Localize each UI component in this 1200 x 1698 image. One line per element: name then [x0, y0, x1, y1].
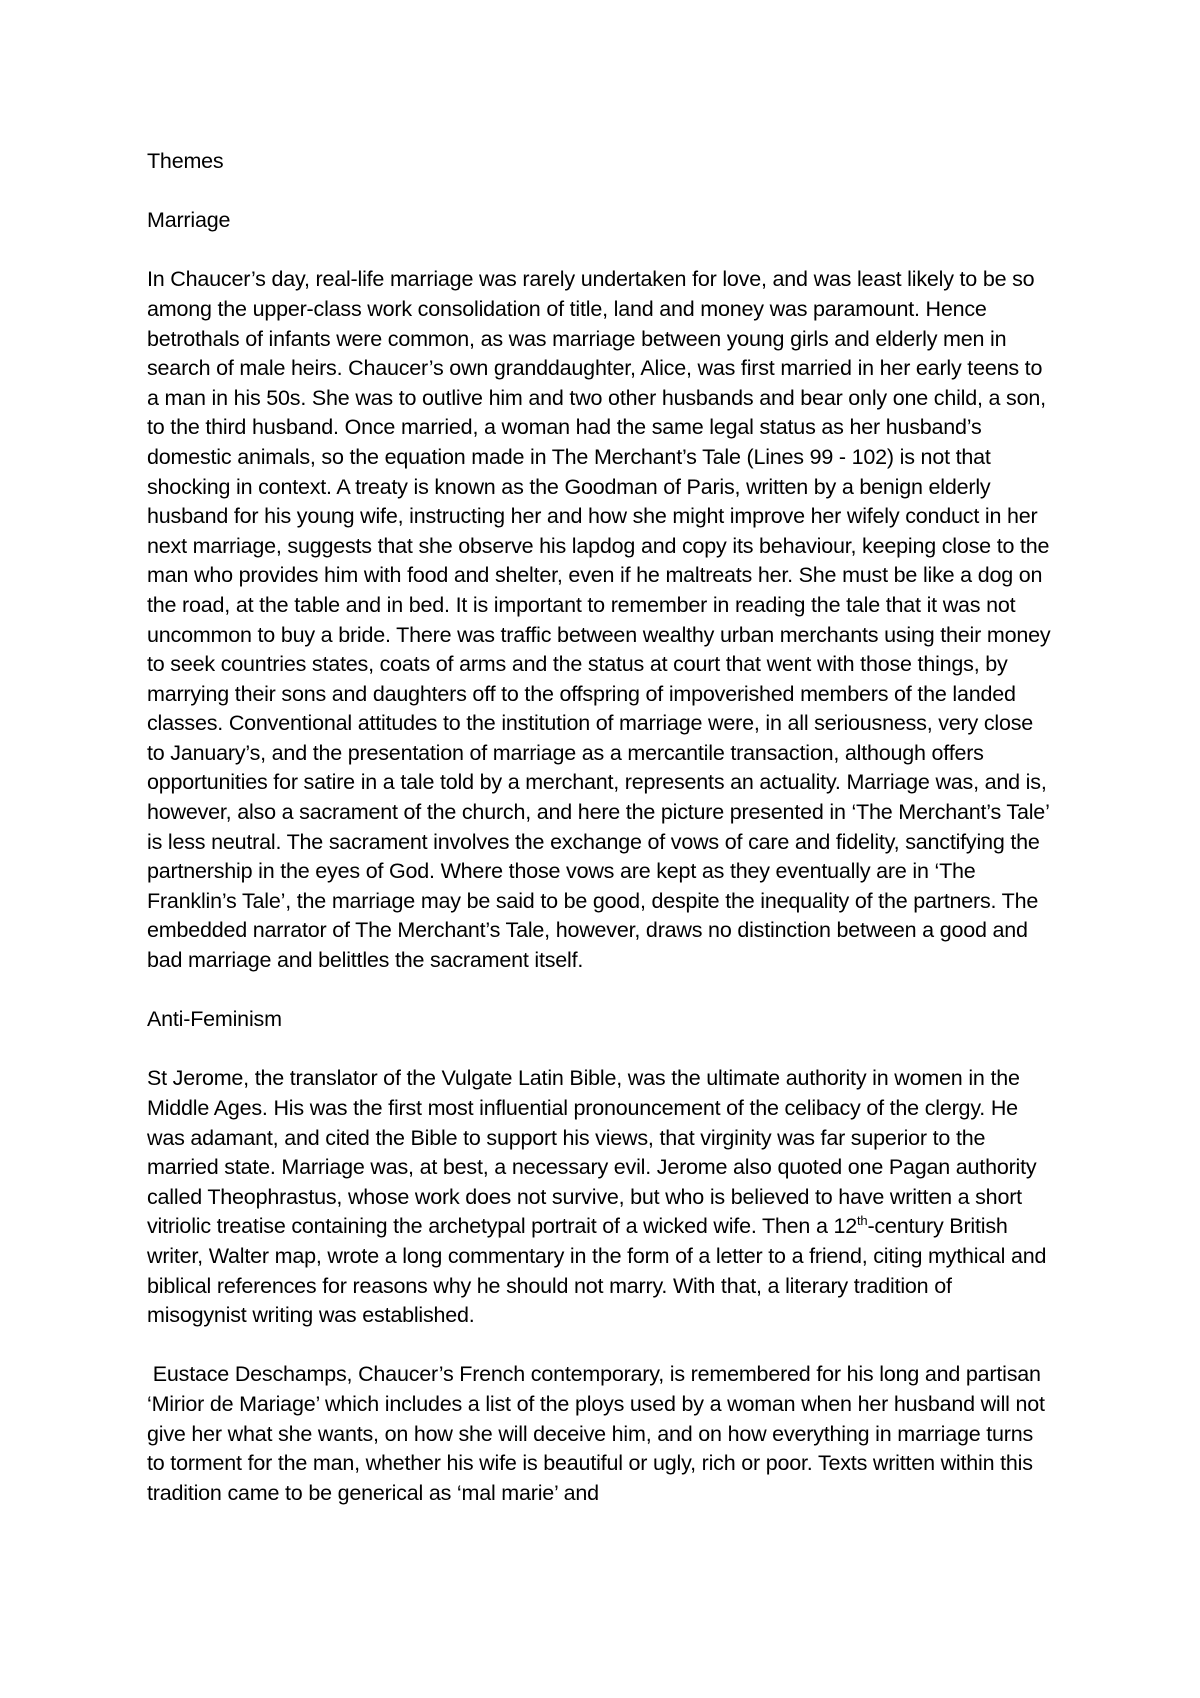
ordinal-superscript: th [857, 1213, 868, 1229]
paragraph-text: -century British writer, Walter map, wrote a long commentary in the form of a letter to a friend, citing mythical and biblical references for reasons why he should not marry. With that, a literary tradition of misogynist writing was established. [147, 1214, 1047, 1328]
anti-feminism-paragraph-2: Eustace Deschamps, Chaucer’s French contemporary, is remembered for his long and partisan ‘Mirior de Mariage’ which includes a list of the ploys used by a woman when her husband will not give her what she wants, on how she will deceive him, and on how everything in marriage turns to torment for the man, whether his wife is beautiful or ugly, rich or poor. Texts written within this tradition came to be generical as ‘mal marie’ and [147, 1362, 1051, 1505]
marriage-paragraph: In Chaucer’s day, real-life marriage was rarely undertaken for love, and was least likely to be so among the upper-class work consolidation of title, land and money was paramount. Hence betrothals of infants were common, as was marriage between young girls and elderly men in search of male heirs. Chaucer’s own granddaughter, Alice, was first married in her early teens to a man in his 50s. She was to outlive him and two other husbands and bear only one child, a son, to the third husband. Once married, a woman had the same legal status as her husband’s domestic animals, so the equation made in The Merchant’s Tale (Lines 99 - 102) is not that shocking in context. A treaty is known as the Goodman of Paris, written by a benign elderly husband for his young wife, instructing her and how she might improve her wifely conduct in her next marriage, suggests that she observe his lapdog and copy its behaviour, keeping close to the man who provides him with food and shelter, even if he maltreats her. She must be like a dog on the road, at the table and in bed. It is important to remember in reading the tale that it was not uncommon to buy a bride. There was traffic between wealthy urban merchants using their money to seek countries states, coats of arms and the status at court that went with those things, by marrying their sons and daughters off to the offspring of impoverished members of the landed classes. Conventional attitudes to the institution of marriage were, in all seriousness, very close to January’s, and the presentation of marriage as a mercantile transaction, although offers opportunities for satire in a tale told by a merchant, represents an actuality. Marriage was, and is, however, also a sacrament of the church, and here the picture presented in ‘The Merchant’s Tale’ is less neutral. The sacrament involves the exchange of vows of care and fidelity, sanctifying the partnership in the eyes of God. Where those vows are kept as they eventually are in ‘The Franklin’s Tale’, the marriage may be said to be good, despite the inequality of the partners. The embedded narrator of The Merchant’s Tale, however, draws no distinction between a good and bad marriage and belittles the sacrament itself. [147, 267, 1051, 973]
document-title: Themes [147, 149, 224, 173]
paragraph-text: St Jerome, the translator of the Vulgate Latin Bible, was the ultimate authority in women in the Middle Ages. His was the first most influential pronouncement of the celibacy of the clergy. He was adamant, and cited the Bible to support his views, that virginity was far superior to the married state. Marriage was, at best, a necessary evil. Jerome also quoted one Pagan authority called Theophrastus, whose work does not survive, but who is believed to have written a short vitriolic treatise containing the archetypal portrait of a wicked wife. Then a 12 [147, 1066, 1037, 1239]
section-heading-marriage: Marriage [147, 208, 231, 233]
anti-feminism-paragraph-1 [147, 1064, 1055, 1330]
document-body [147, 147, 1055, 1538]
section-heading-anti-feminism: Anti-Feminism [147, 1007, 282, 1032]
